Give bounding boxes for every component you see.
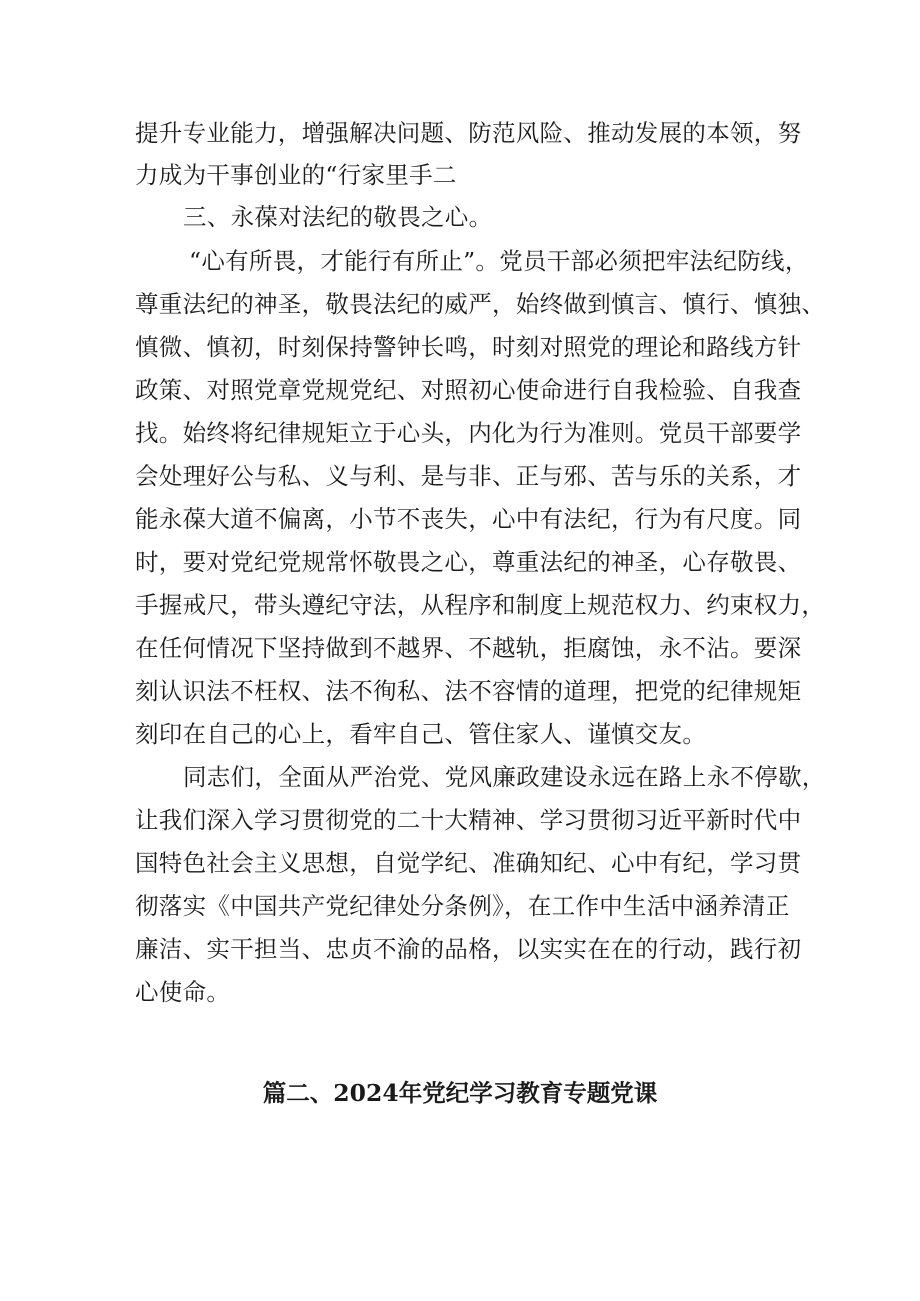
text-line: 尊重法纪的神圣，敬畏法纪的威严，始终做到慎言、慎行、慎独、 bbox=[135, 290, 826, 318]
text-line: 心使命。 bbox=[135, 978, 231, 1006]
text-line: 能永葆大道不偏离，小节不丧失，心中有法纪，行为有尺度。同 bbox=[135, 505, 802, 533]
text-line: 国特色社会主义思想，自觉学纪、准确知纪、心中有纪，学习贯 bbox=[135, 849, 802, 877]
text-line: 提升专业能力，增强解决问题、防范风险、推动发展的本领，努 bbox=[135, 119, 802, 147]
text-line: 刻印在自己的心上，看牢自己、管住家人、谨慎交友。 bbox=[135, 720, 707, 748]
text-line: 政策、对照党章党规党纪、对照初心使命进行自我检验、自我查 bbox=[135, 376, 802, 404]
text-line: 力成为干事创业的“行家里手二 bbox=[135, 161, 457, 189]
text-line: 手握戒尺，带头遵纪守法，从程序和制度上规范权力、约束权力， bbox=[135, 591, 826, 619]
text-line: 慎微、慎初，时刻保持警钟长鸣，时刻对照党的理论和路线方针 bbox=[135, 333, 802, 361]
text-line: 找。始终将纪律规矩立于心头，内化为行为准则。党员干部要学 bbox=[135, 419, 802, 447]
text-line: 彻落实《中国共产党纪律处分条例》，在工作中生活中涵养清正 bbox=[135, 892, 790, 920]
text-line: 在任何情况下坚持做到不越界、不越轨，拒腐蚀，永不沾。要深 bbox=[135, 634, 802, 662]
text-line: 廉洁、实干担当、忠贞不渝的品格，以实实在在的行动，践行初 bbox=[135, 935, 802, 963]
text-line: “心有所畏，才能行有所止”。党员干部必须把牢法纪防线， bbox=[189, 247, 809, 275]
chapter-title: 篇二、2024年党纪学习教育专题党课 bbox=[262, 1079, 658, 1107]
text-line: 让我们深入学习贯彻党的二十大精神、学习贯彻习近平新时代中 bbox=[135, 806, 802, 834]
text-line: 同志们，全面从严治党、党风廉政建设永远在路上永不停歇， bbox=[183, 763, 826, 791]
section-heading: 三、永葆对法纪的敬畏之心。 bbox=[183, 203, 493, 231]
text-line: 会处理好公与私、义与利、是与非、正与邪、苦与乐的关系，才 bbox=[135, 462, 802, 490]
text-line: 刻认识法不枉权、法不徇私、法不容情的道理，把党的纪律规矩 bbox=[135, 677, 802, 705]
text-line: 时，要对党纪党规常怀敬畏之心，尊重法纪的神圣，心存敬畏、 bbox=[135, 548, 802, 576]
